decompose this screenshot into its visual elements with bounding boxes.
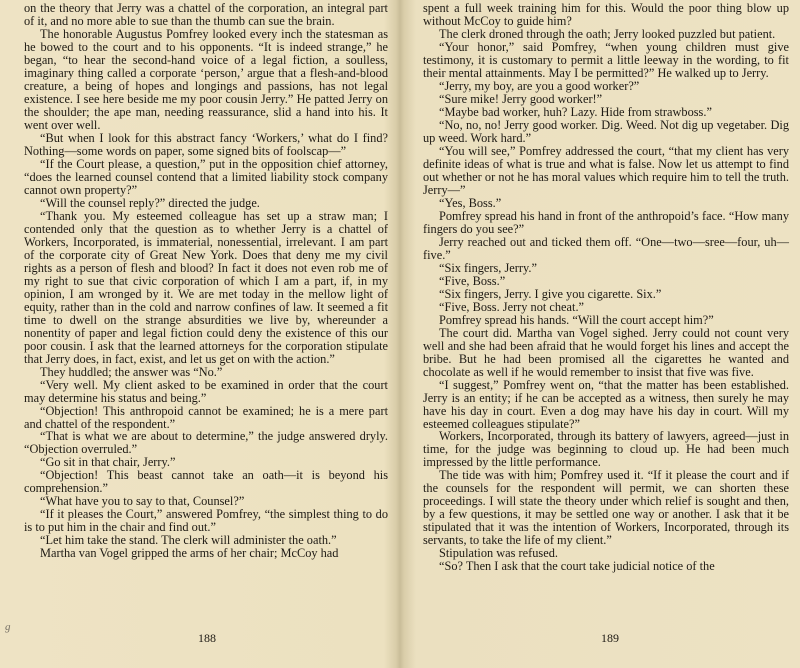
paragraph: “Very well. My client asked to be examined in order that the court may determine his status and being.” [24, 377, 388, 405]
paragraph: “Jerry, my boy, are you a good worker?” [439, 78, 640, 93]
paragraph: “Sure mike! Jerry good worker!” [439, 91, 603, 106]
paragraph: “What have you to say to that, Counsel?” [40, 494, 245, 509]
left-page-text [24, 2, 388, 560]
paragraph: “Let him take the stand. The clerk will administer the oath.” [40, 533, 337, 548]
paragraph: “If the Court please, a question,” put in the opposition chief attorney, “does the learned counsel contend that a limited liability stock company cannot own property?” [24, 156, 388, 197]
paragraph: “Six fingers, Jerry.” [439, 260, 537, 275]
paragraph: spent a full week training him for this. Would the poor thing blow up without McCoy to guide him? [423, 1, 789, 28]
right-page-number: 189 [601, 631, 619, 645]
paragraph: They huddled; the answer was “No.” [40, 364, 223, 379]
paragraph: “Objection! This beast cannot take an oath—it is beyond his comprehension.” [24, 468, 388, 496]
paragraph: The court did. Martha van Vogel sighed. Jerry could not count very well and she had been afraid that he would forget his lines and accept the bribe. But he had been promised all the cigarettes he wanted and chocolate as well if he would remember to insist that five was five. [423, 325, 789, 379]
paragraph: The honorable Augustus Pomfrey looked every inch the statesman as he bowed to the court and to his opponents. “It is indeed strange,” he began, “to hear the second-hand voice of a legal fiction, a soulless, imaginary thing called a corporate ‘person,’ argue that a flesh-and-blood creature, a being of hopes and longings and passions, has not legal existence. I see here beside me my poor cousin Jerry.” He patted Jerry on the shoulder; the ape man, needing reassurance, slid a hand into his. It went over well. [24, 26, 388, 132]
right-page-text [423, 2, 789, 573]
paragraph: “Will the counsel reply?” directed the judge. [40, 195, 260, 210]
paragraph: Martha van Vogel gripped the arms of her chair; McCoy had [40, 546, 339, 561]
paragraph: “Objection! This anthropoid cannot be examined; he is a mere part and chattel of the respondent.” [24, 403, 388, 431]
paragraph: “Your honor,” said Pomfrey, “when young children must give testimony, it is customary to permit a little leeway in the wording, to fit their mental attainments. May I be permitted?” He walked up to Jerry. [423, 39, 789, 80]
paragraph: “I suggest,” Pomfrey went on, “that the matter has been established. Jerry is an entity; if he can be accepted as a witness, then surely he may have his day in court. Even a dog may have his day in court. Will my esteemed colleagues stipulate?” [423, 377, 789, 431]
paragraph: “Thank you. My esteemed colleague has set up a straw man; I contended only that the question as to whether Jerry is a chattel of Workers, Incorporated, is immaterial, nonessential, irrelevant. I am part of the corporate city of Great New York. Does that deny me my civil rights as a person of flesh and blood? In fact it does not even rob me of my right to sue that civic corporation of which I am a part, if, in my opinion, I am wronged by it. We are met today in the mellow light of equity, rather than in the cold and narrow confines of law. It seemed a fit time to dwell on the strange absurdities we live by, whereunder a nonentity of paper and legal fiction could deny the existence of this our poor cousin. I ask that the learned attorneys for the corporation stipulate that Jerry does, in fact, exist, and let us get on with the action.” [24, 208, 388, 366]
paragraph: “That is what we are about to determine,” the judge answered dryly. “Objection overruled.” [24, 429, 388, 457]
paragraph: on the theory that Jerry was a chattel of the corporation, an integral part of it, and no more able to sue than the thumb can sue the brain. [24, 1, 388, 28]
paragraph: “Six fingers, Jerry. I give you cigarette. Six.” [439, 286, 662, 301]
paragraph: “Go sit in that chair, Jerry.” [40, 455, 176, 470]
paragraph: “Five, Boss. Jerry not cheat.” [439, 299, 585, 314]
paragraph: Pomfrey spread his hands. “Will the court accept him?” [439, 312, 714, 327]
paragraph: “But when I look for this abstract fancy ‘Workers,’ what do I find? Nothing—some words on paper, some signed bits of foolscap—” [24, 130, 388, 158]
paragraph: “Five, Boss.” [439, 273, 506, 288]
paragraph: The tide was with him; Pomfrey used it. “If it please the court and if the counsels for the respondent will permit, we can shorten these proceedings. I will state the theory under which relief is sought and then, by a few questions, it may be settled one way or another. I ask that it be stipulated that it was the intention of Workers, Incorporated, through its servants, to take the life of my client.” [423, 468, 789, 548]
paragraph: The clerk droned through the oath; Jerry looked puzzled but patient. [439, 26, 776, 41]
paragraph: Workers, Incorporated, through its battery of lawyers, agreed—just in time, for the judge was beginning to cloud up. He had been much impressed by the little performance. [423, 429, 789, 470]
pencil-mark: g [5, 621, 11, 633]
paragraph: “If it pleases the Court,” answered Pomfrey, “the simplest thing to do is to put him in the chair and find out.” [24, 507, 388, 535]
paragraph: “You will see,” Pomfrey addressed the court, “that my client has very definite ideas of what is true and what is false. Now let us attempt to find out whether or not he has moral values which require him to tell the truth. Jerry—” [423, 143, 789, 197]
paragraph: “Maybe bad worker, huh? Lazy. Hide from strawboss.” [439, 104, 712, 119]
paragraph: Pomfrey spread his hand in front of the anthropoid’s face. “How many fingers do you see?” [423, 208, 789, 236]
paragraph: “No, no, no! Jerry good worker. Dig. Weed. Not dig up vegetaber. Dig up weed. Work hard.” [423, 117, 789, 145]
paragraph: Jerry reached out and ticked them off. “One—two—sree—four, uh—five.” [423, 234, 789, 262]
paragraph: “Yes, Boss.” [439, 195, 502, 210]
paragraph: Stipulation was refused. [439, 546, 558, 561]
left-page-number: 188 [198, 631, 216, 645]
paragraph: “So? Then I ask that the court take judicial notice of the [439, 559, 715, 574]
right-page [402, 0, 800, 668]
